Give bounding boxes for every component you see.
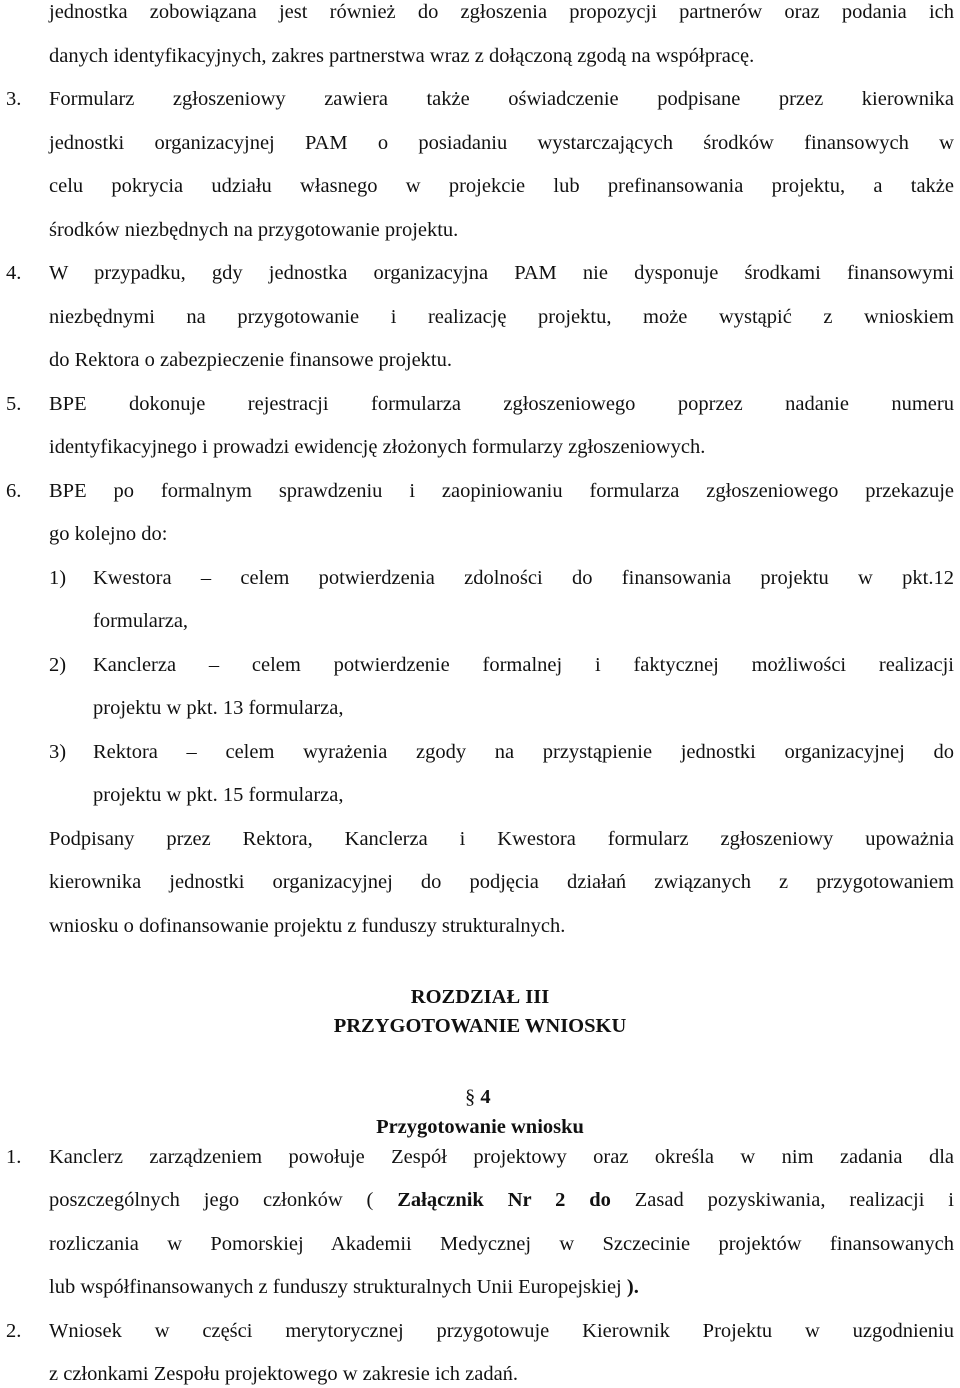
text-span: lub współfinansowanych z funduszy strukturalnych Unii Europejskiej: [49, 1276, 627, 1298]
list-item-line: jednostki organizacyjnej PAM o posiadaniu wystarczających środków finansowych w: [49, 132, 954, 154]
list-item-line: celu pokrycia udziału własnego w projekcie lub prefinansowania projektu, a także: [49, 175, 954, 197]
list-number: 6.: [6, 480, 22, 502]
sublist-number: 3): [49, 741, 67, 763]
text-span: poszczególnych jego członków (: [49, 1189, 398, 1211]
list-item-line: Formularz zgłoszeniowy zawiera także oświadczenie podpisane przez kierownika: [49, 88, 954, 110]
sublist-line: Kanclerza – celem potwierdzenie formalnej i faktycznej możliwości realizacji: [93, 654, 954, 676]
list-item-line: rozliczania w Pomorskiej Akademii Medycznej w Szczecinie projektów finansowanych: [49, 1233, 954, 1255]
list-item-line: BPE po formalnym sprawdzeniu i zaopiniowaniu formularza zgłoszeniowego przekazuje: [49, 480, 954, 502]
chapter-title: PRZYGOTOWANIE WNIOSKU: [333, 1015, 627, 1037]
list-item-line: z członkami Zespołu projektowego w zakresie ich zadań.: [49, 1363, 519, 1385]
section-number: 4: [480, 1086, 491, 1108]
list-item-line: niezbędnymi na przygotowanie i realizację projektu, może wystąpić z wnioskiem: [49, 306, 954, 328]
section-title: Przygotowanie wniosku: [376, 1116, 584, 1138]
list-number: 5.: [6, 393, 22, 415]
paragraph-line: wniosku o dofinansowanie projektu z funduszy strukturalnych.: [49, 915, 566, 937]
list-number: 4.: [6, 262, 22, 284]
paragraph-line: Podpisany przez Rektora, Kanclerza i Kwestora formularz zgłoszeniowy upoważnia: [49, 828, 954, 850]
list-item-line: [49, 1275, 639, 1299]
attachment-reference: Załącznik Nr 2 do: [397, 1189, 611, 1211]
paragraph-line: kierownika jednostki organizacyjnej do podjęcia działań związanych z przygotowaniem: [49, 871, 954, 893]
list-item-line: identyfikacyjnego i prowadzi ewidencję złożonych formularzy zgłoszeniowych.: [49, 436, 706, 458]
sublist-number: 1): [49, 567, 67, 589]
section-heading: [465, 1085, 491, 1109]
sublist-line: Kwestora – celem potwierdzenia zdolności do finansowania projektu w pkt.12: [93, 567, 954, 589]
text-span: Zasad pozyskiwania, realizacji i: [610, 1189, 954, 1211]
list-number: 2.: [6, 1320, 22, 1342]
list-item-line: Wniosek w części merytorycznej przygotowuje Kierownik Projektu w uzgodnieniu: [49, 1320, 954, 1342]
list-item-line: Kanclerz zarządzeniem powołuje Zespół projektowy oraz określa w nim zadania dla: [49, 1146, 954, 1168]
list-number: 3.: [6, 88, 22, 110]
list-item-line: go kolejno do:: [49, 523, 168, 545]
list-item-line: środków niezbędnych na przygotowanie projektu.: [49, 219, 459, 241]
sublist-line: formularza,: [93, 610, 189, 632]
closing-parenthesis: ).: [626, 1276, 639, 1298]
list-item-line: W przypadku, gdy jednostka organizacyjna PAM nie dysponuje środkami finansowymi: [49, 262, 954, 284]
sublist-line: projektu w pkt. 15 formularza,: [93, 784, 344, 806]
list-item-line: do Rektora o zabezpieczenie finansowe projektu.: [49, 349, 452, 371]
paragraph-line: jednostka zobowiązana jest również do zgłoszenia propozycji partnerów oraz podania ich: [49, 1, 954, 23]
list-number: 1.: [6, 1146, 22, 1168]
list-item-line: [49, 1188, 954, 1212]
section-sign: §: [465, 1086, 476, 1108]
sublist-line: Rektora – celem wyrażenia zgody na przystąpienie jednostki organizacyjnej do: [93, 741, 954, 763]
sublist-line: projektu w pkt. 13 formularza,: [93, 697, 344, 719]
list-item-line: BPE dokonuje rejestracji formularza zgłoszeniowego poprzez nadanie numeru: [49, 393, 954, 415]
paragraph-line: danych identyfikacyjnych, zakres partnerstwa wraz z dołączoną zgodą na współpracę.: [49, 45, 755, 67]
chapter-number: ROZDZIAŁ III: [410, 986, 550, 1008]
sublist-number: 2): [49, 654, 67, 676]
